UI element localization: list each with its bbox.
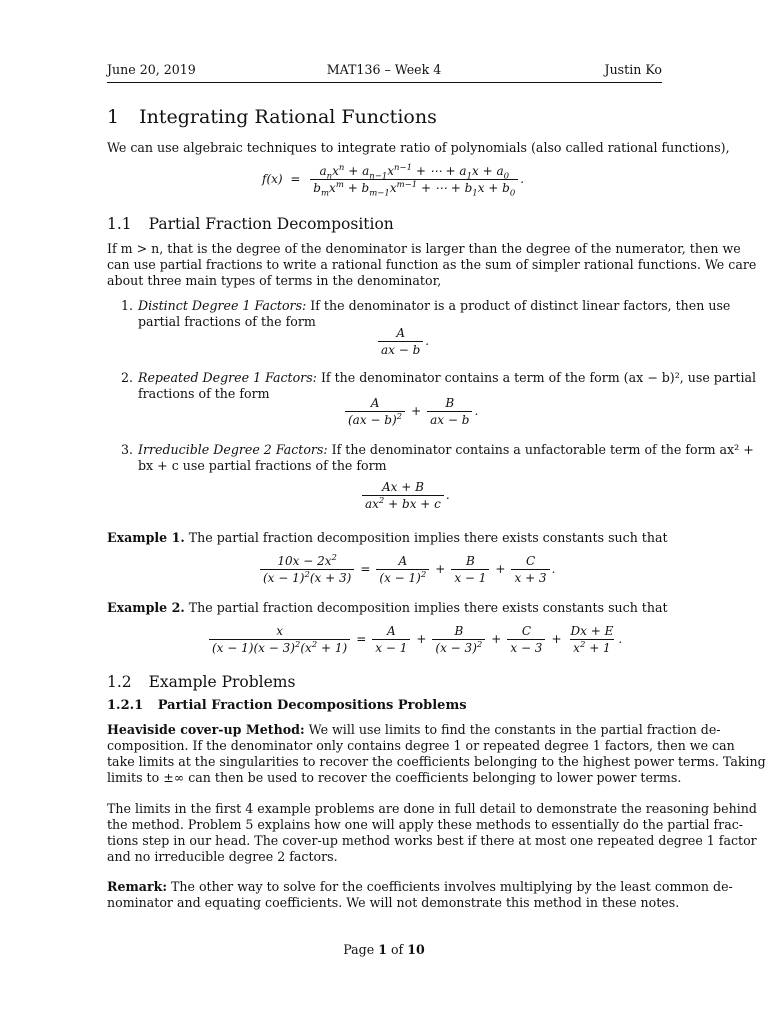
para-line: nominator and equating coefficients. We will not demonstrate this method in these notes. (107, 895, 680, 910)
list-item-name: Distinct Degree 1 Factors: (138, 298, 307, 313)
intro-paragraph: We can use algebraic techniques to integrate ratio of polynomials (also called rational functions), (107, 140, 730, 155)
list-item-line: partial fractions of the form (138, 314, 316, 329)
heaviside-label: Heaviside cover-up Method: (107, 722, 305, 737)
list-item-text: If the denominator is a product of distinct linear factors, then use (310, 298, 731, 313)
equation-rational-function: f(x) = $\frac{a_nx^n + a_{n-1}x^{n-1} + \cdots + a_1x + a_0}{b_mx^m + b_{m-1}x^{m-1} + \cdots + b_1x + b_0}$ . (262, 163, 525, 199)
para-line: about three main types of terms in the denominator, (107, 273, 442, 288)
list-item-line: bx + c use partial fractions of the form (138, 458, 387, 473)
list-marker: 1. (121, 298, 134, 313)
equation-example-1: $\frac{10x - 2x^2}{(x - 1)^2(x + 3)}$ = $\frac{A}{(x - 1)^2}$ + $\frac{B}{x - 1}$ + $\frac{C}{x + 3}$ . (258, 554, 555, 585)
para-line (107, 879, 733, 895)
footer-of-word: of (390, 942, 404, 957)
example-label: Example 1. (107, 530, 185, 545)
subsection-heading (107, 215, 394, 233)
footer-page-word: Page (343, 942, 375, 957)
equation-repeated: $\frac{A}{(ax - b)^2}$ + $\frac{B}{ax - b}$ . (343, 396, 478, 427)
example-2 (107, 600, 668, 616)
heaviside-text: We will use limits to find the constants in the partial fraction de- (308, 722, 721, 737)
subsection-number: 1.1 (107, 215, 132, 233)
header-date: June 20, 2019 (107, 62, 196, 77)
remark-text: The other way to solve for the coefficients involves multiplying by the least common de- (171, 879, 733, 894)
para-line: If m > n, that is the degree of the denominator is larger than the degree of the numerator, then we (107, 241, 741, 256)
subsection-heading (107, 673, 295, 691)
equation-example-2: $\frac{x}{(x - 1)(x - 3)^2(x^2 + 1)}$ = $\frac{A}{x - 1}$ + $\frac{B}{(x - 3)^2}$ + $\frac{C}{x - 3}$ + $\frac{Dx + E}{x^2 + 1}$ . (207, 624, 622, 655)
para-line: can use partial fractions to write a rational function as the sum of simpler rational functions. We care (107, 257, 757, 272)
section-title: Integrating Rational Functions (139, 106, 437, 128)
page-footer (0, 942, 768, 958)
list-item-line (138, 442, 754, 458)
list-marker: 3. (121, 442, 134, 457)
subsubsection-heading (107, 698, 467, 713)
example-label: Example 2. (107, 600, 185, 615)
list-item-text: If the denominator contains a term of the form (ax − b)², use partial (320, 370, 757, 385)
equation-irreducible: $\frac{Ax + B}{ax^2 + bx + c}$ . (360, 480, 450, 511)
list-item-line (138, 298, 730, 314)
list-item-line: fractions of the form (138, 386, 270, 401)
subsection-title: Partial Fraction Decomposition (148, 215, 394, 233)
subsubsection-number: 1.2.1 (107, 698, 144, 713)
para-line: composition. If the denominator only contains degree 1 or repeated degree 1 factors, then we can (107, 738, 735, 753)
section-heading (107, 106, 437, 128)
para-line: and no irreducible degree 2 factors. (107, 849, 338, 864)
subsection-title: Example Problems (148, 673, 296, 691)
header-author: Justin Ko (604, 62, 662, 77)
header-rule (107, 82, 662, 83)
footer-page-number: 1 (378, 942, 387, 957)
subsubsection-title: Partial Fraction Decompositions Problems (157, 698, 467, 713)
footer-page-total: 10 (407, 942, 425, 957)
example-1 (107, 530, 668, 546)
header-course: MAT136 – Week 4 (326, 62, 442, 77)
section-number: 1 (107, 106, 120, 128)
example-text: The partial fraction decomposition implies there exists constants such that (188, 530, 668, 545)
para-line (107, 722, 721, 738)
example-text: The partial fraction decomposition implies there exists constants such that (188, 600, 668, 615)
list-marker: 2. (121, 370, 134, 385)
para-line: the method. Problem 5 explains how one will apply these methods to essentially do the partial frac- (107, 817, 744, 832)
list-item-line (138, 370, 756, 386)
para-line: The limits in the first 4 example problems are done in full detail to demonstrate the reasoning behind (107, 801, 757, 816)
list-item-name: Repeated Degree 1 Factors: (138, 370, 317, 385)
para-line: take limits at the singularities to recover the coefficients belonging to the highest power terms. Taking (107, 754, 766, 769)
list-item-text: If the denominator contains a unfactorable term of the form ax² + (331, 442, 754, 457)
para-line: limits to ±∞ can then be used to recover the coefficients belonging to lower power terms. (107, 770, 682, 785)
remark-label: Remark: (107, 879, 167, 894)
para-line: tions step in our head. The cover-up method works best if there at most one repeated degree 1 factor (107, 833, 757, 848)
subsection-number: 1.2 (107, 673, 132, 691)
list-item-name: Irreducible Degree 2 Factors: (138, 442, 328, 457)
equation-distinct: $\frac{A}{ax - b}$ . (376, 326, 429, 357)
